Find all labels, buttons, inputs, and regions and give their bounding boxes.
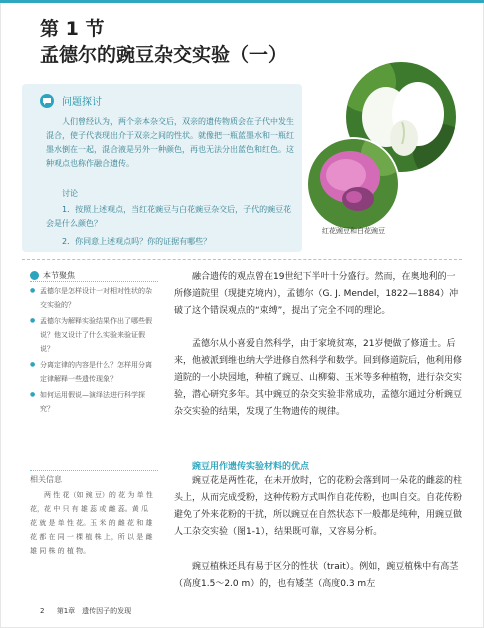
issue-paragraph: 人们曾经认为，两个亲本杂交后，双亲的遗传物质会在子代中发生混合，使子代表现出介于双亲之间的性状。就像把一瓶蓝墨水和一瓶红墨水倒在一起，混合液是另外一种颜色，再也无法分出蓝色和红色。这种观点也称作融合遗传。 — [46, 117, 294, 168]
issue-label: 问题探讨 — [62, 97, 102, 108]
focus-label: 本节聚焦 — [43, 271, 75, 280]
sidebar-rule — [30, 281, 158, 282]
related-info-label: 相关信息 — [30, 475, 62, 484]
focus-header — [30, 270, 75, 281]
section-divider — [22, 259, 462, 260]
focus-item: ● 如何运用假说—演绎法进行科学探究？ — [30, 388, 158, 416]
body-paragraph-4: 豌豆植株还具有易于区分的性状（trait）。例如，豌豆植株中有高茎（高度1.5～2.0 m）的，也有矮茎（高度0.3 m左 — [174, 562, 459, 589]
section-title: 孟德尔的豌豆杂交实验（一） — [40, 44, 288, 66]
issue-header — [40, 93, 102, 108]
page-number: 2 — [40, 607, 45, 615]
photo-caption: 红花豌豆和白花豌豆 — [322, 227, 385, 235]
discussion-question-1: 1．按照上述观点，当红花豌豆与白花豌豆杂交后，子代的豌豆花会是什么颜色？ — [46, 205, 292, 228]
focus-icon — [30, 271, 39, 280]
speech-bubble-icon — [40, 94, 54, 108]
discussion-label: 讨论 — [62, 189, 78, 198]
top-rule — [0, 0, 484, 3]
focus-item: ● 孟德尔为解释实验结果作出了哪些假说？他又设计了什么实验来验证假说？ — [30, 314, 158, 356]
focus-list — [30, 284, 158, 418]
body-paragraph-2: 孟德尔从小喜爱自然科学，由于家境贫寒，21岁便做了修道士。后来，他被派到维也纳大学进修自然科学和数学。回到修道院后，他利用修道院的一小块园地，种植了豌豆、山柳菊、玉米等多种植物，进行杂交实验，潜心研究多年。其中豌豆的杂交实验非常成功，孟德尔通过分析豌豆杂交实验的结果，发现了生物遗传的规律。 — [174, 339, 463, 417]
focus-item: ● 孟德尔是怎样设计一对相对性状的杂交实验的？ — [30, 284, 158, 312]
discussion-question-2: 2．你同意上述观点吗？你的证据有哪些？ — [62, 237, 212, 246]
body-paragraph-3: 豌豆花是两性花，在未开放时，它的花粉会落到同一朵花的雌蕊的柱头上，从而完成受粉，这种传粉方式叫作自花传粉，也叫自交。自花传粉避免了外来花粉的干扰，所以豌豆在自然状态下一般都是纯种，用豌豆做人工杂交实验（图1-1），结果既可靠，又容易分析。 — [174, 476, 463, 537]
red-pea-flower-photo — [306, 137, 400, 231]
section-number: 第 1 节 — [40, 18, 105, 40]
sidebar-rule — [30, 470, 158, 471]
body-paragraph-1: 融合遗传的观点曾在19世纪下半叶十分盛行。然而，在奥地利的一所修道院里（现捷克境内），孟德尔（G. J. Mendel，1822—1884）冲破了这个错误观点的“束缚”，提出了完全不同的理论。 — [174, 272, 459, 316]
related-info-text: 两 性 花（如 豌 豆）的 花 为 单 性 花，花 中 只 有 雄 蕊 或 雌 蕊。黄 瓜 花 就 是 单 性 花。玉 米 的 雌 花 和 雄 花 都 在 同 一 棵 植 株 上，所 以 是 雌 雄 同 株 的 植 物。 — [30, 491, 153, 555]
subheading: 豌豆用作遗传实验材料的优点 — [192, 462, 310, 472]
chapter-title: 第1章 遗传因子的发现 — [56, 607, 132, 615]
focus-item: ● 分离定律的内容是什么？怎样用分离定律解释一些遗传现象？ — [30, 358, 158, 386]
page-footer — [40, 606, 141, 616]
